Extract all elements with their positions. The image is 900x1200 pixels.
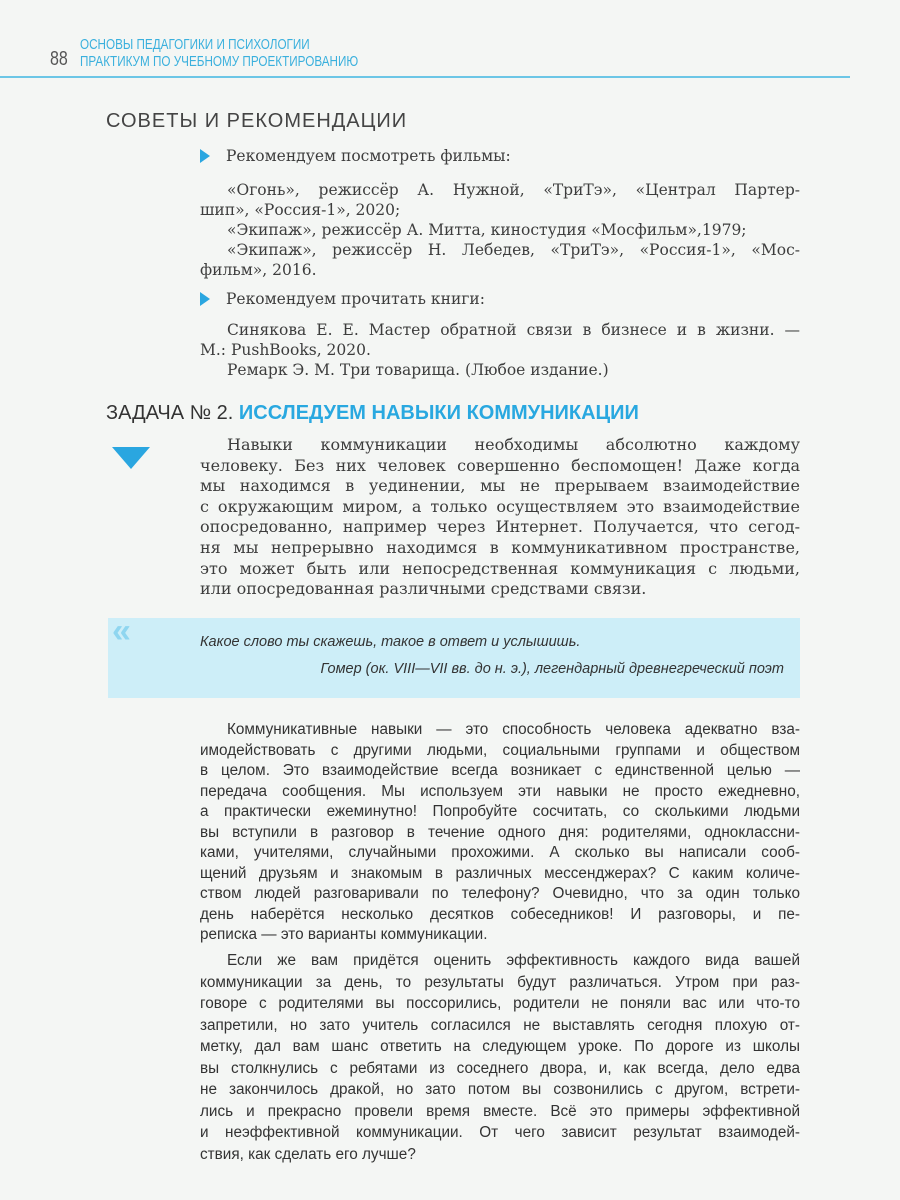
books-heading: Рекомендуем прочитать книги:	[226, 290, 485, 308]
body-paragraph-2	[200, 950, 800, 1165]
header-divider	[0, 76, 850, 78]
text-line: мы находимся в уединении, мы не прерываем взаимодействие	[200, 476, 800, 496]
text-line: Коммуникативные навыки — это способность человека адекватно вза-	[227, 721, 800, 738]
text-line: «Экипаж», режиссёр Н. Лебедев, «ТриТэ», «Россия-1», «Мос-	[227, 241, 800, 259]
triangle-marker-icon	[112, 447, 150, 469]
text-line: коммуникации за день, то результаты будут различаться. Утром при раз-	[200, 973, 800, 991]
text-line: передача сообщения. Мы используем эти навыки не просто ежедневно,	[200, 782, 800, 800]
quote-author: Гомер (ок. VIII—VII вв. до н. э.), легендарный древнегреческий поэт	[320, 661, 784, 677]
films-heading: Рекомендуем посмотреть фильмы:	[226, 147, 511, 165]
text-line: с окружающим миром, а только осуществляем это взаимодействие	[200, 496, 800, 516]
text-line: щений друзьям и знакомым в различных мессенджерах? С каким количе-	[200, 864, 800, 882]
text-line: ня мы непрерывно находимся в коммуникативном пространстве,	[200, 537, 800, 557]
text-line: в целом. Это взаимодействие всегда возникает с единственной целью —	[200, 762, 800, 779]
task-prefix: ЗАДАЧА № 2.	[106, 402, 234, 424]
text-line: день наберётся несколько десятков собеседников! И разговоры, и пе-	[200, 905, 800, 923]
text-line: «Экипаж», режиссёр А. Митта, киностудия «Мосфильм»,1979;	[227, 221, 747, 239]
books-list	[200, 320, 800, 380]
text-line: Ремарк Э. М. Три товарища. (Любое издание.)	[227, 361, 609, 379]
text-line: опосредованно, например через Интернет. Получается, что сегод-	[200, 517, 800, 537]
header-title-line1: ОСНОВЫ ПЕДАГОГИКИ И ПСИХОЛОГИИ	[80, 36, 310, 53]
text-line: ками, учителями, случайными прохожими. А сколько вы написали сооб-	[200, 844, 800, 861]
text-line: или опосредованная различными средствами связи.	[200, 579, 647, 599]
text-line: «Огонь», режиссёр А. Нужной, «ТриТэ», «Централ Партер-	[227, 181, 800, 199]
text-line: и неэффективной коммуникации. От чего зависит результат взаимодей-	[200, 1124, 800, 1141]
text-line: это может быть или непосредственная коммуникация с людьми,	[200, 558, 800, 578]
text-line: метку, дал вам шанс ответить на следующем уроке. По дороге из школы	[200, 1038, 800, 1055]
text-line: М.: PushBooks, 2020.	[200, 341, 371, 359]
text-line: шип», «Россия-1», 2020;	[200, 201, 401, 219]
section-title: СОВЕТЫ И РЕКОМЕНДАЦИИ	[106, 110, 408, 132]
text-line: Навыки коммуникации необходимы абсолютно каждому	[227, 435, 800, 454]
task-intro	[200, 435, 800, 600]
quote-box	[108, 618, 800, 698]
text-line: человеку. Без них человек совершенно беспомощен! Даже когда	[200, 455, 800, 475]
text-line: не закончилось дракой, но зато потом вы созвонились с другом, встрети-	[200, 1081, 800, 1098]
text-line: вы вступили в разговор в течение одного дня: родителями, одноклассни-	[200, 823, 800, 841]
text-line: имодействовать с другими людьми, социальными группами и обществом	[200, 741, 800, 759]
text-line: ствия, как сделать его лучше?	[200, 1145, 416, 1163]
task-heading	[106, 402, 639, 425]
text-line: ством людей разговаривали по телефону? Очевидно, что за один только	[200, 885, 800, 902]
quote-text: Какое слово ты скажешь, такое в ответ и услышишь.	[200, 634, 581, 650]
task-title: ИССЛЕДУЕМ НАВЫКИ КОММУНИКАЦИИ	[238, 402, 639, 424]
text-line: лись и прекрасно провели время вместе. Всё это примеры эффективной	[200, 1102, 800, 1120]
bullet-triangle-icon	[200, 292, 210, 306]
text-line: запретили, но зато учитель согласился не выставлять сегодня плохую от-	[200, 1016, 800, 1034]
bullet-triangle-icon	[200, 149, 210, 163]
body-paragraph-1	[200, 720, 800, 946]
text-line: реписка — это варианты коммуникации.	[200, 926, 488, 943]
text-line: говоре с родителями вы поссорились, родители не поняли вас или что-то	[200, 995, 800, 1012]
running-header	[80, 36, 358, 70]
text-line: а практически ежеминутно! Попробуйте сосчитать, со сколькими людьми	[200, 803, 800, 820]
films-list	[200, 180, 800, 280]
text-line: Синякова Е. Е. Мастер обратной связи в бизнесе и в жизни. —	[227, 321, 800, 339]
page-number: 88	[50, 48, 68, 70]
text-line: вы столкнулись с ребятами из соседнего двора, и, как всегда, дело едва	[200, 1059, 800, 1077]
quote-mark-icon: «	[112, 612, 131, 650]
text-line: Если же вам придётся оценить эффективность каждого вида вашей	[227, 952, 800, 969]
text-line: фильм», 2016.	[200, 261, 317, 279]
header-title-line2: ПРАКТИКУМ ПО УЧЕБНОМУ ПРОЕКТИРОВАНИЮ	[80, 53, 359, 70]
